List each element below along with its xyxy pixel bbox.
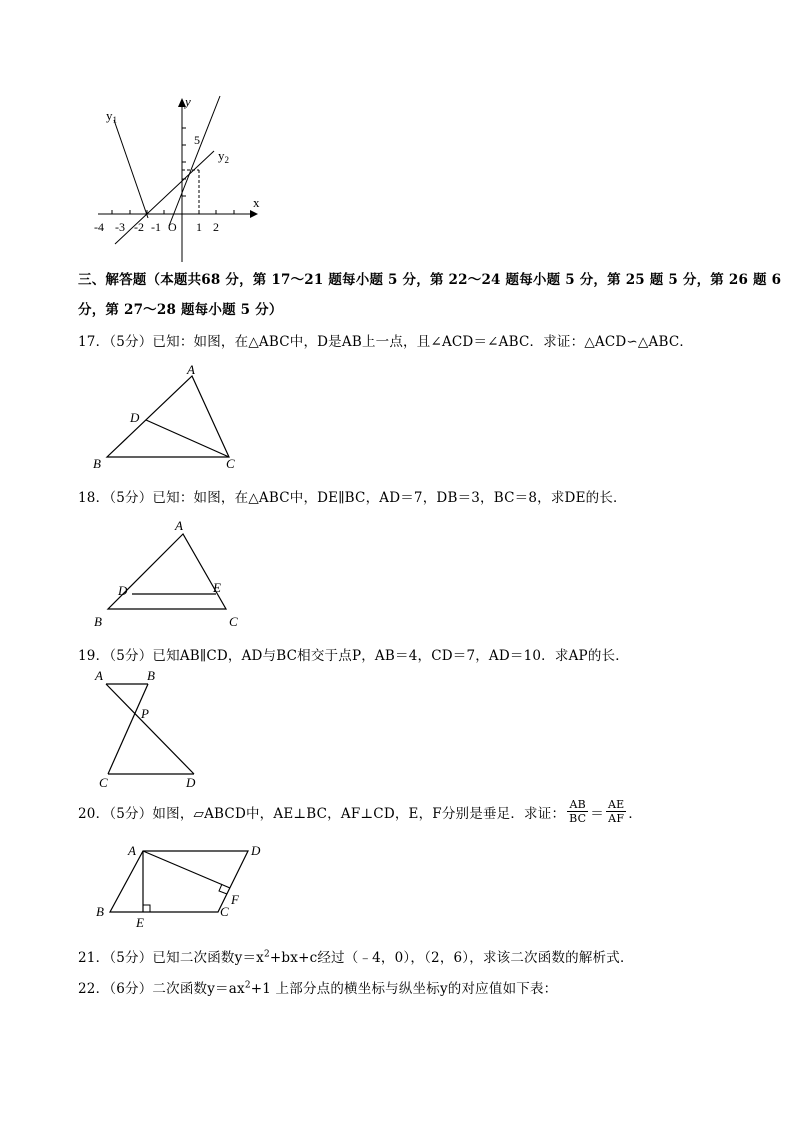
svg-text:B: B bbox=[94, 614, 102, 628]
tick-label-x1: 1 bbox=[196, 220, 202, 234]
svg-text:A: A bbox=[128, 843, 136, 858]
origin-label: O bbox=[168, 220, 177, 234]
q20-figure bbox=[88, 838, 278, 933]
svg-text:D: D bbox=[186, 775, 196, 790]
tick-label-x-3: -3 bbox=[115, 220, 125, 234]
svg-text:A: A bbox=[95, 668, 103, 683]
x-axis-label: x bbox=[253, 195, 260, 210]
svg-text:B: B bbox=[93, 456, 101, 471]
fraction-ab-bc: $\frac{AB}{BC}$ bbox=[569, 798, 587, 825]
y1-label: $y_1$ bbox=[106, 108, 117, 125]
line-y1 bbox=[114, 120, 148, 218]
q18-figure bbox=[88, 516, 248, 628]
y2-label: $y_2$ bbox=[218, 148, 229, 165]
q17-figure bbox=[88, 362, 248, 472]
q19-figure bbox=[88, 666, 218, 792]
svg-text:C: C bbox=[99, 775, 108, 790]
fraction-ae-af: $\frac{AE}{AF}$ bbox=[607, 798, 625, 825]
svg-text:B: B bbox=[96, 904, 104, 919]
section-header-line1: 三、解答题（本题共68 分，第 17～21 题每小题 5 分，第 22～24 题每小题 5 分，第 25 题 5 分，第 26 题 6 bbox=[78, 272, 782, 288]
function-graph bbox=[90, 90, 280, 265]
svg-text:D: D bbox=[251, 843, 261, 858]
svg-text:C: C bbox=[229, 614, 238, 628]
svg-text:E: E bbox=[213, 580, 221, 595]
tick-label-x2: 2 bbox=[213, 220, 219, 234]
svg-text:P: P bbox=[141, 706, 149, 721]
question-18: 18．（5分）已知：如图，在△ABC中，DE∥BC，AD＝7，DB＝3，BC＝8，求DE的长． bbox=[78, 490, 627, 506]
svg-text:D: D bbox=[130, 410, 140, 425]
question-22: 22．（6分）二次函数$y=ax^2+1$ 上部分点的横坐标与纵坐标y的对应值如下表： bbox=[78, 980, 558, 997]
svg-text:A: A bbox=[187, 362, 195, 377]
svg-text:B: B bbox=[147, 668, 155, 683]
y-axis-label: y bbox=[185, 94, 191, 109]
svg-text:D: D bbox=[118, 583, 128, 598]
section-header-line2: 分，第 27～28 题每小题 5 分） bbox=[78, 302, 283, 318]
question-20: 20．（5分）如图，▱ABCD中，AE⊥BC，AF⊥CD，E，F分别是垂足．求证： $\frac{AB}{BC}$ ＝ $\frac{AE}{AF}$ ． bbox=[78, 798, 643, 825]
tick-label-x-4: -4 bbox=[94, 220, 104, 234]
tick-label-x-2: -2 bbox=[134, 220, 144, 234]
svg-text:A: A bbox=[175, 518, 183, 533]
svg-text:C: C bbox=[220, 904, 229, 919]
question-21: 21．（5分）已知二次函数$y=x^2+bx+c$经过（﹣4，0），（2，6），求该二次函数的解析式． bbox=[78, 949, 634, 966]
tick-label-x-1: -1 bbox=[151, 220, 161, 234]
tick-label-y5: 5 bbox=[194, 133, 200, 147]
svg-text:C: C bbox=[226, 456, 235, 471]
question-19: 19．（5分）已知AB∥CD，AD与BC相交于点P，AB＝4，CD＝7，AD＝10．求AP的长． bbox=[78, 648, 629, 664]
svg-text:F: F bbox=[231, 892, 239, 907]
line-steep bbox=[169, 96, 220, 226]
question-17: 17．（5分）已知：如图，在△ABC中，D是AB上一点，且∠ACD＝∠ABC．求证：△ACD∽△ABC． bbox=[78, 334, 694, 350]
svg-text:E: E bbox=[136, 915, 144, 930]
x-axis-arrow bbox=[250, 210, 258, 218]
